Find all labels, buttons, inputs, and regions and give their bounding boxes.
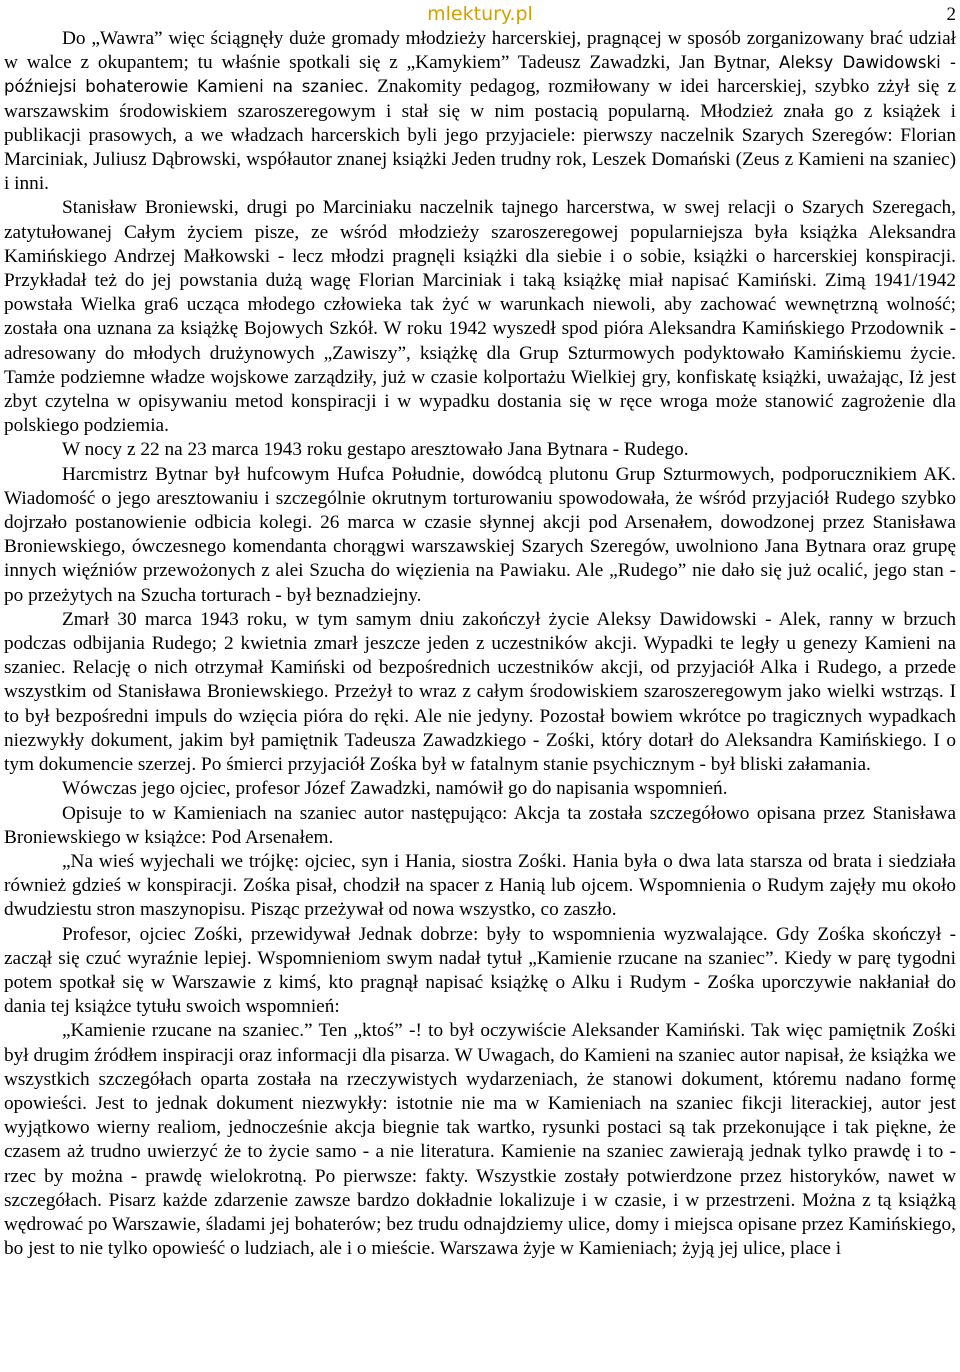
paragraph: Stanisław Broniewski, drugi po Marciniaku naczelnik tajnego harcerstwa, w swej relacji o Szarych Szeregach, zatytułowanej Całym życiem pisze, ze wśród młodzieży szaroszeregowej popularniejsza była książka Aleksandra Kamińskiego Andrzej Małkowski - lecz młodzi pragnęli książki dla siebie i o sobie, książki o harcerskiej konspiracji. Przykładał też do jej powstania dużą wagę Florian Marciniak i taką książkę miał napisać Kamiński. Zimą 1941/1942 powstała Wielka gra6 ucząca młodego człowieka tak żyć w warunkach niewoli, aby zachować wewnętrzną wolność; została ona uznana za książkę Bojowych Szkół. W roku 1942 wyszedł spod pióra Aleksandra Kamińskiego Przodownik - adresowany do młodych drużynowych „Zawiszy”, książkę dla Grup Szturmowych podyktowało Kamińskiemu życie. Tamże podziemne władze wojskowe zarządziły, już w czasie kolportażu Wielkiej gry, konfiskatę książki, uważając, Iż jest zbyt czytelna w opisywaniu metod konspiracji i w wypadku dostania się w ręce wroga może stanowić zagrożenie dla polskiego podziemia.	[4, 197, 956, 437]
page-number: 2	[946, 4, 956, 25]
paragraph: „Na wieś wyjechali we trójkę: ojciec, syn i Hania, siostra Zośki. Hania była o dwa lata starsza od brata i siedziała również gdzieś w konspiracji. Zośka pisał, chodził na spacer z Hanią lub ojcem. Wspomnienia o Rudym zajęły mu około dwudziestu stron maszynopisu. Pisząc przeżywał od nowa wszystko, co zaszło.	[4, 850, 956, 921]
paragraph: Profesor, ojciec Zośki, przewidywał Jednak dobrze: były to wspomnienia wyzwalające. Gdy Zośka skończył - zaczął się czuć wyraźnie lepiej. Wspomnieniom swym nadał tytuł „Kamienie rzucane na szaniec”. Kiedy w parę tygodni potem spotkał się w Warszawie z kimś, kto pragnął napisać książkę o Alku i Rudym - Zośka uporczywie nakłaniał do dania tej książce tytułu swoich wspomnień:	[4, 923, 956, 1018]
paragraph: Opisuje to w Kamieniach na szaniec autor następująco: Akcja ta została szczegółowo opisana przez Stanisława Broniewskiego w książce: Pod Arsenałem.	[4, 802, 956, 848]
paragraph: „Kamienie rzucane na szaniec.” Ten „ktoś” -! to był oczywiście Aleksander Kamiński. Tak więc pamiętnik Zośki był drugim źródłem inspiracji oraz informacji dla pisarza. W Uwagach, do Kamieni na szaniec autor napisał, że książka we wszystkich szczegółach oparta została na rzeczywistych wydarzeniach, że stanowi dokument, któremu nadano formę opowieści. Jest to jednak dokument niezwykły: istotnie nie ma w Kamieniach na szaniec fikcji literackiej, autor jest wyjątkowo wierny realiom, jednocześnie akcja biegnie tak wartko, rysunki postaci są tak przekonujące i tak piękne, że czasem aż trudno uwierzyć że to życie samo - a nie literatura. Kamienie na szaniec zawierają jednak tylko prawdę i to - rzec by można - prawdę wielokrotną. Po pierwsze: fakty. Wszystkie zostały potwierdzone przez historyków, nawet w szczegółach. Pisarz każde zdarzenie zawsze bardzo dokładnie lokalizuje i w czasie, i w przestrzeni. Można z tą książką wędrować po Warszawie, śladami jej bohaterów; bez trudu odnajdziemy ulice, domy i miejsca opisane przez Kamińskiego, bo jest to nie tylko opowieść o ludziach, ale i o mieście. Warszawa żyje w Kamieniach; żyją jej ulice, place i	[4, 1020, 956, 1260]
site-brand: mlektury.pl	[427, 3, 533, 25]
paragraph-text: Znakomity pedagog, rozmiłowany w idei harcerskiej, szybko zżył się z warszawskim środowiskiem szaroszeregowym i stał się w nim postacią popularną. Młodzież znała go z książek i publikacji prasowych, a we władzach harcerskich byli jego przyjaciele: pierwszy naczelnik Szarych Szeregów: Florian Marciniak, Juliusz Dąbrowski, współautor znanej książki Jeden trudny rok, Leszek Domański (Zeus z Kamieni na szaniec) i inni.	[4, 76, 957, 195]
paragraph	[4, 27, 956, 196]
paragraph-text: Do „Wawra” więc ściągnęły duże gromady młodzieży harcerskiej, pragnącej w sposób zorganizowany brać udział w walce z okupantem; tu właśnie spotkali się z „Kamykiem” Tadeusz Zawadzki, Jan Bytnar,	[4, 28, 956, 74]
paragraph: Wówczas jego ojciec, profesor Józef Zawadzki, namówił go do napisania wspomnień.	[62, 778, 728, 800]
paragraph: Zmarł 30 marca 1943 roku, w tym samym dniu zakończył życie Aleksy Dawidowski - Alek, ranny w brzuch podczas odbijania Rudego; 2 kwietnia zmarł jeszcze jeden z uczestników akcji. Wypadki te legły u genezy Kamieni na szaniec. Relację o nich otrzymał Kamiński od bezpośrednich uczestników akcji, od przyjaciół Alka i Rudego, a przede wszystkim od Stanisława Broniewskiego. Przeżył to wraz z całym środowiskiem szaroszeregowym jako wielki wstrząs. I to był bezpośredni impuls do wzięcia pióra do ręki. Ale nie jedyny. Pozostał bowiem wkrótce po tragicznych wypadkach niezwykły dokument, jakim był pamiętnik Tadeusza Zawadzkiego - Zośki, który dotarł do Aleksandra Kamińskiego. I o tym dokumencie szerzej. Po śmierci przyjaciół Zośka był w fatalnym stanie psychicznym - był bliski załamania.	[4, 608, 956, 776]
document-body	[4, 27, 956, 1261]
paragraph: Harcmistrz Bytnar był hufcowym Hufca Południe, dowódcą plutonu Grup Szturmowych, podporucznikiem AK. Wiadomość o jego aresztowaniu i szczególnie okrutnym torturowaniu spowodowała, że wśród przyjaciół Rudego szybko dojrzało postanowienie odbicia kolegi. 26 marca w czasie słynnej akcji pod Arsenałem, dowodzonej przez Stanisława Broniewskiego, ówczesnego komendanta chorągwi warszawskiej Szarych Szeregów, uwolniono Jana Bytnara oraz grupę innych więźniów przewożonych z alei Szucha do więzienia na Pawiaku. Ale „Rudego” nie dało się już ocalić, jego stan - po przeżytych na Szucha torturach - był beznadziejny.	[4, 463, 956, 606]
paragraph: W nocy z 22 na 23 marca 1943 roku gestapo aresztowało Jana Bytnara - Rudego.	[62, 439, 689, 461]
paragraph-text-sans: Aleksy Dawidowski - późniejsi bohaterowie Kamieni na szaniec.	[4, 53, 956, 97]
